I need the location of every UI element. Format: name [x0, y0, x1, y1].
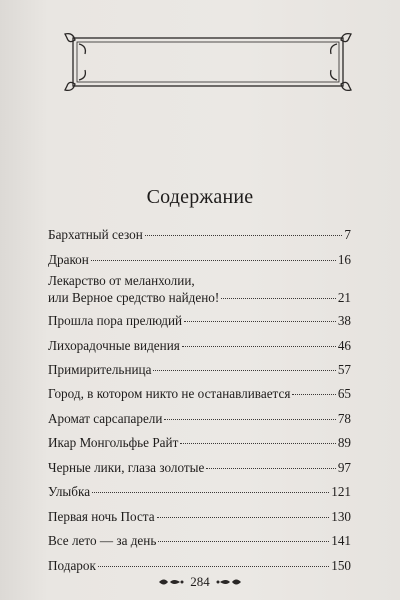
toc-entry-page: 97: [337, 460, 351, 475]
toc-title: Содержание: [146, 186, 254, 208]
toc-entry-page: 130: [331, 509, 351, 524]
toc-entry: [48, 337, 351, 354]
dot-leader: [145, 235, 343, 236]
toc-entry: [48, 361, 351, 378]
toc-entry-page: 150: [331, 558, 351, 573]
toc-entry: [48, 312, 351, 329]
toc-entry: [48, 251, 351, 268]
toc-entry-title: Улыбка: [48, 484, 91, 499]
toc-entry: [48, 226, 351, 243]
dot-leader: [164, 419, 335, 420]
toc-entry: [48, 385, 351, 402]
dot-leader: [221, 298, 336, 299]
decorative-frame-ornament: [63, 30, 353, 94]
page-number: 284: [190, 574, 210, 589]
footer-ornament-icon: [158, 576, 184, 588]
dot-leader: [292, 394, 335, 395]
toc-entry: [48, 459, 351, 476]
toc-entry-page: 78: [337, 411, 351, 426]
toc-entry-title: Первая ночь Поста: [48, 509, 155, 524]
toc-entry: [48, 532, 351, 549]
toc-entry-title: Дракон: [48, 252, 89, 267]
toc-entry: [48, 434, 351, 451]
toc-entry-title-line2: или Верное средство найдено!: [48, 290, 220, 305]
toc-entry-title: Черные лики, глаза золотые: [48, 460, 205, 475]
dot-leader: [182, 346, 336, 347]
toc-entry-page: 57: [337, 362, 351, 377]
toc-entry-title: Город, в котором никто не останавливается: [48, 386, 291, 401]
toc-entry-page: 141: [331, 533, 351, 548]
toc-entry-page: 16: [337, 252, 351, 267]
footer-ornament-icon: [216, 576, 242, 588]
toc-entry-title: Бархатный сезон: [48, 227, 143, 242]
toc-entry: [48, 272, 351, 306]
toc-entry-title: Икар Монгольфье Райт: [48, 435, 179, 450]
toc-entry-title: Прошла пора прелюдий: [48, 313, 183, 328]
toc-entry-page: 46: [337, 338, 351, 353]
toc-entry: [48, 508, 351, 525]
toc-entry-page: 65: [337, 386, 351, 401]
dot-leader: [98, 566, 329, 567]
dot-leader: [206, 468, 335, 469]
toc-entry: [48, 483, 351, 500]
dot-leader: [153, 370, 335, 371]
dot-leader: [158, 541, 329, 542]
page-footer: [0, 572, 400, 592]
toc-entry-title-line1: Лекарство от меланхолии,: [48, 273, 195, 288]
dot-leader: [157, 517, 330, 518]
dot-leader: [91, 260, 336, 261]
dot-leader: [180, 443, 335, 444]
toc-entry-page: 7: [344, 227, 351, 242]
dot-leader: [184, 321, 336, 322]
dot-leader: [92, 492, 329, 493]
toc-entry: [48, 410, 351, 427]
toc-entry-page: 21: [337, 290, 351, 305]
toc-entry-page: 121: [331, 484, 351, 499]
toc-entry-page: 89: [337, 435, 351, 450]
toc-entry-title: Примирительница: [48, 362, 152, 377]
toc-entry-title: Все лето — за день: [48, 533, 157, 548]
toc-entry-page: 38: [337, 313, 351, 328]
toc-entry-title: Лихорадочные видения: [48, 338, 180, 353]
toc-entry-title: Подарок: [48, 558, 96, 573]
toc-entry-title: Аромат сарсапарели: [48, 411, 163, 426]
